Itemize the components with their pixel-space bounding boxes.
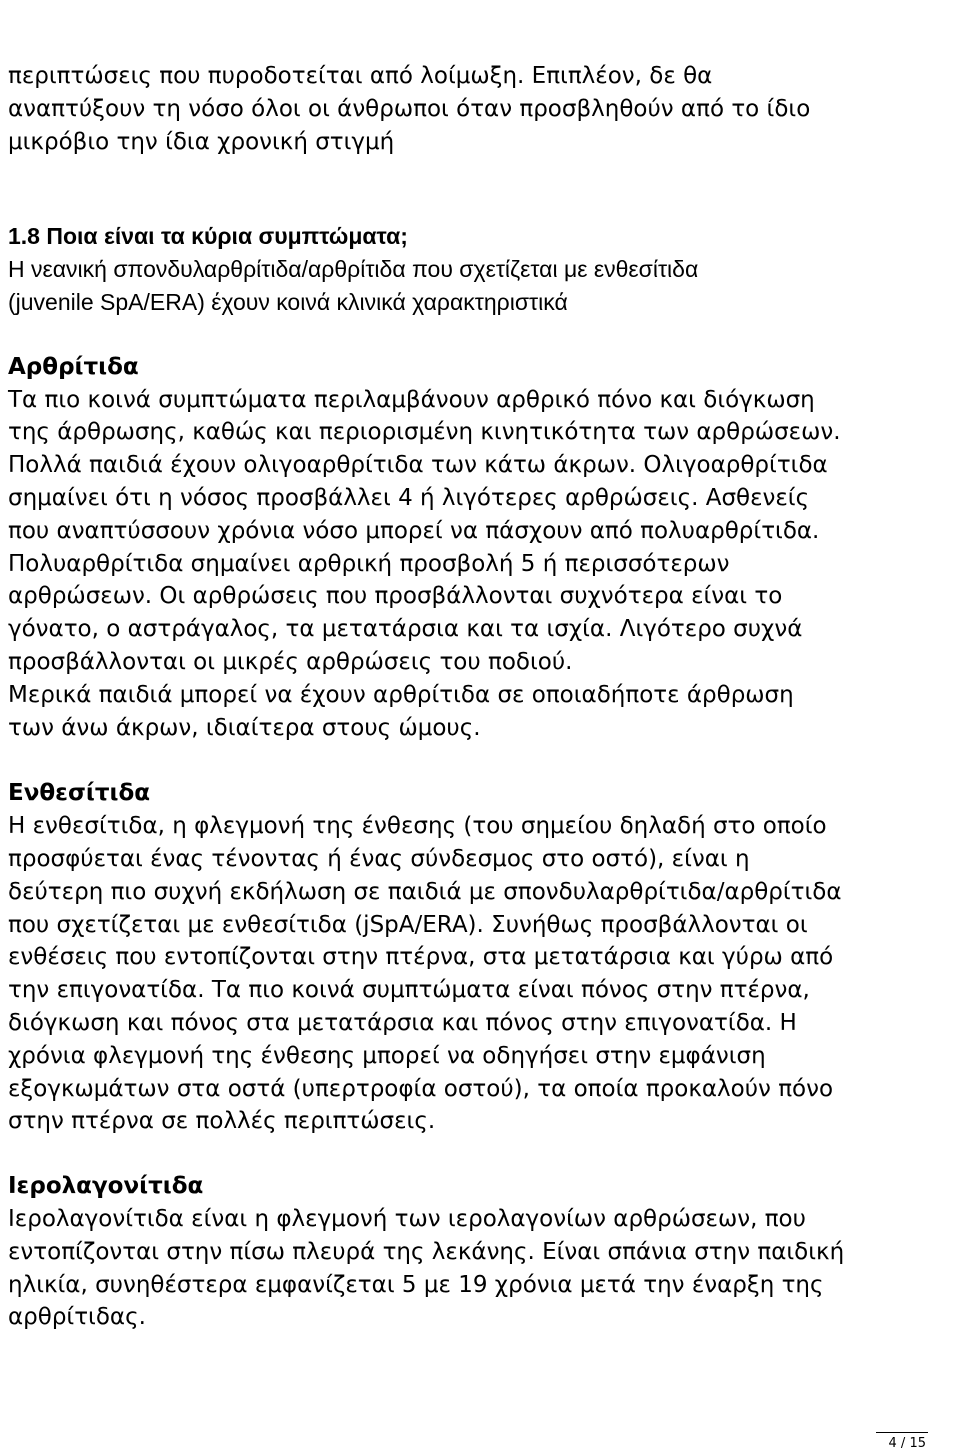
- spacer: [8, 1138, 952, 1170]
- spacer: [8, 319, 952, 351]
- section-intro-paragraph: Η νεανική σπονδυλαρθρίτιδα/αρθρίτιδα που σχετίζεται με ενθεσίτιδα (juvenile SpA/ERA) έχουν κοινά κλινικά χαρακτηριστικά: [8, 256, 699, 315]
- intro-paragraph: περιπτώσεις που πυροδοτείται από λοίμωξη. Επιπλέον, δε θα αναπτύξουν τη νόσο όλοι οι άνθρωποι όταν προσβληθούν από το ίδιο μικρόβιο την ίδια χρονική στιγμή: [8, 63, 811, 155]
- enthesitis-heading: Ενθεσίτιδα: [8, 780, 151, 807]
- sacroiliitis-heading: Ιερολαγονίτιδα: [8, 1173, 204, 1200]
- page-number: 4 / 15: [888, 1436, 926, 1451]
- enthesitis-paragraph: Η ενθεσίτιδα, η φλεγμονή της ένθεσης (του σημείου δηλαδή στο οποίο προσφύεται ένας τένοντας ή ένας σύνδεσμος στο οστό), είναι η δεύτερη πιο συχνή εκδήλωση σε παιδιά με σπονδυλαρθρίτιδα/αρθρίτιδα που σχετίζεται με ενθεσίτιδα (jSpA/ERA). Συνήθως προσβάλλονται οι ενθέσεις που εντοπίζονται στην πτέρνα, στα μετατάρσια και γύρω από την επιγονατίδα. Τα πιο κοινά συμπτώματα είναι πόνος στην πτέρνα, διόγκωση και πόνος στα μετατάρσια και πόνος στην επιγονατίδα. Η χρόνια φλεγμονή της ένθεσης μπορεί να οδηγήσει στην εμφάνιση εξογκωμάτων στα οστά (υπερτροφία οστού), τα οποία προκαλούν πόνο στην πτέρνα σε πολλές περιπτώσεις.: [8, 813, 842, 1135]
- section-title: 1.8 Ποια είναι τα κύρια συμπτώματα;: [8, 223, 408, 250]
- arthritis-paragraph: Τα πιο κοινά συμπτώματα περιλαμβάνουν αρθρικό πόνο και διόγκωση της άρθρωσης, καθώς και περιορισμένη κινητικότητα των αρθρώσεων. Πολλά παιδιά έχουν ολιγοαρθρίτιδα των κάτω άκρων. Ολιγοαρθρίτιδα σημαίνει ότι η νόσος προσβάλλει 4 ή λιγότερες αρθρώσεις. Ασθενείς που αναπτύσσουν χρόνια νόσο μπορεί να πάσχουν από πολυαρθρίτιδα. Πολυαρθρίτιδα σημαίνει αρθρική προσβολή 5 ή περισσότερων αρθρώσεων. Οι αρθρώσεις που προσβάλλονται συχνότερα είναι το γόνατο, ο αστράγαλος, τα μετατάρσια και τα ισχία. Λιγότερο συχνά προσβάλλονται οι μικρές αρθρώσεις του ποδιού. Μερικά παιδιά μπορεί να έχουν αρθρίτιδα σε οποιαδήποτε άρθρωση των άνω άκρων, ιδιαίτερα στους ώμους.: [8, 386, 841, 741]
- spacer: [8, 158, 952, 220]
- footer-divider: [876, 1432, 928, 1433]
- arthritis-heading: Αρθρίτιδα: [8, 353, 139, 380]
- document-page: [8, 60, 952, 1334]
- sacroiliitis-paragraph: Ιερολαγονίτιδα είναι η φλεγμονή των ιερολαγονίων αρθρώσεων, που εντοπίζονται στην πίσω πλευρά της λεκάνης. Είναι σπάνια στην παιδική ηλικία, συνηθέστερα εμφανίζεται 5 με 19 χρόνια μετά την έναρξη της αρθρίτιδας.: [8, 1205, 845, 1331]
- spacer: [8, 744, 952, 777]
